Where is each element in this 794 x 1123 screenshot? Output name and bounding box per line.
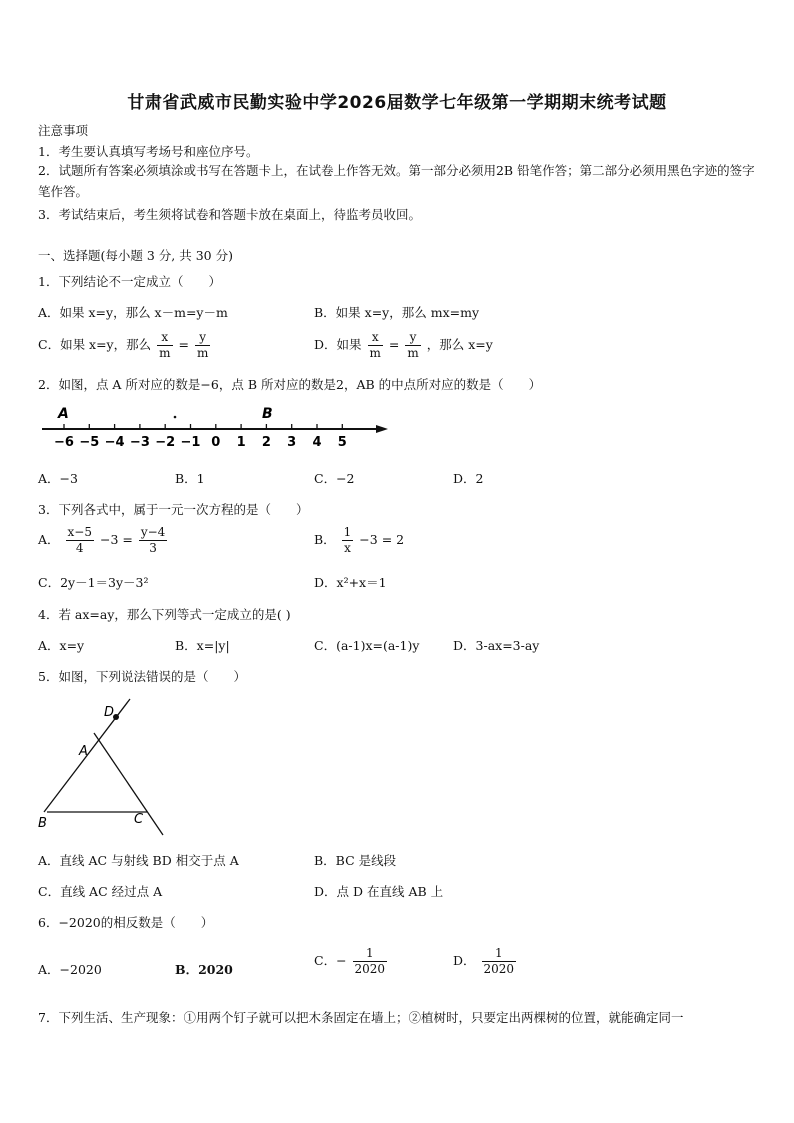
axis-tick-label: 0 (211, 435, 221, 450)
q2-option-b: B．1 (175, 471, 205, 486)
option-label: C．− (314, 953, 347, 968)
q4-stem: 4．若 ax=ay，那么下列等式一定成立的是( ) (38, 607, 291, 622)
equals: = (388, 337, 400, 352)
q4-option-d: D．3-ax=3-ay (453, 638, 540, 653)
page-title: 甘肃省武威市民勤实验中学2026届数学七年级第一学期期末统考试题 (127, 93, 667, 113)
q1-option-b: B．如果 x=y，那么 mx=my (314, 305, 480, 320)
notice-item-3: 3．考试结束后，考生须将试卷和答题卡放在桌面上，待监考员收回。 (38, 207, 421, 222)
numerator: x−5 (67, 525, 92, 539)
numerator: y (195, 330, 210, 346)
notice-item-2: 2．试题所有答案必须填涂或书写在答题卡上，在试卷上作答无效。第一部分必须用2B 铅笔作答；第二部分必须用黑色字迹的签字笔作答。 (38, 163, 755, 199)
q5-stem: 5．如图，下列说法错误的是（ ） (38, 669, 246, 684)
fraction (66, 525, 94, 556)
denominator: m (159, 346, 171, 360)
axis-tick-label: 5 (337, 435, 347, 450)
q2-option-c: C．−2 (314, 471, 355, 486)
fraction (353, 946, 388, 977)
notice-heading: 注意事项 (38, 123, 89, 138)
fraction (195, 330, 210, 361)
denominator: m (196, 346, 209, 360)
section-heading: 一、选择题(每小题 3 分, 共 30 分) (38, 248, 233, 263)
triangle-figure (30, 695, 180, 840)
fraction (405, 330, 420, 361)
notice-item-1: 1．考生要认真填写考场号和座位序号。 (38, 144, 259, 159)
numerator: x (368, 330, 383, 346)
q1-option-c-text: C．如果 x=y，那么 (38, 337, 152, 352)
fraction (139, 525, 167, 556)
q1-option-a: A．如果 x=y，那么 x－m=y－m (38, 305, 228, 320)
expression-mid: −3 = (99, 532, 133, 547)
q1-option-d-post: ，那么 x=y (426, 337, 493, 352)
q1-option-d (314, 330, 493, 361)
option-label: B． (314, 532, 336, 547)
axis-tick-label: 1 (236, 435, 246, 450)
point-b-label: B (262, 406, 273, 422)
arrow-head (376, 425, 388, 433)
q3-option-a (38, 525, 169, 556)
fraction (482, 946, 517, 977)
q5-option-c: C．直线 AC 经过点 A (38, 884, 163, 899)
q6-option-d (453, 946, 518, 977)
expression-post: −3 = 2 (359, 532, 405, 547)
axis-tick-label: −4 (104, 435, 125, 450)
axis-tick-label: −2 (155, 435, 176, 450)
point-a-label: A (58, 406, 69, 422)
fraction (342, 525, 354, 556)
q3-option-c: C．2y－1＝3y－3² (38, 575, 149, 590)
label-a: A (79, 744, 88, 759)
axis-tick-label: 3 (287, 435, 297, 450)
q2-option-d: D．2 (453, 471, 484, 486)
q3-option-d: D．x²+x＝1 (314, 575, 387, 590)
numerator: y−4 (140, 525, 166, 539)
label-b: B (38, 816, 47, 831)
label-c: C (134, 812, 144, 827)
midpoint-dot (174, 416, 177, 419)
denominator: 2020 (483, 962, 515, 976)
q6-option-c (314, 946, 389, 977)
numerator: x (157, 330, 172, 346)
q7-stem: 7．下列生活、生产现象：①用两个钉子就可以把木条固定在墙上；②植树时，只要定出两棵树的位置，就能确定同一 (38, 1010, 684, 1025)
label-d: D (104, 705, 115, 720)
q6-option-b: B．2020 (175, 962, 233, 977)
q5-option-d: D．点 D 在直线 AB 上 (314, 884, 444, 899)
fraction (157, 330, 172, 361)
q1-option-d-text: D．如果 (314, 337, 362, 352)
denominator: m (407, 346, 419, 360)
q4-option-b: B．x=|y| (175, 638, 230, 653)
q1-stem: 1．下列结论不一定成立（ ） (38, 274, 221, 289)
q6-stem: 6．−2020的相反数是（ ） (38, 915, 214, 930)
numerator: 1 (343, 525, 352, 539)
q5-option-a: A．直线 AC 与射线 BD 相交于点 A (38, 853, 239, 868)
q4-option-a: A．x=y (38, 638, 85, 653)
axis-tick-label: 2 (261, 435, 271, 450)
q6-option-a: A．−2020 (38, 962, 102, 977)
option-label: D． (453, 953, 476, 968)
q4-option-c: C．(a-1)x=(a-1)y (314, 638, 420, 653)
denominator: 2020 (354, 962, 386, 976)
axis-tick-label: −6 (54, 435, 74, 450)
axis-tick-label: −1 (180, 435, 201, 450)
denominator: x (344, 541, 351, 555)
numerator: y (405, 330, 420, 346)
q2-option-a: A．−3 (38, 471, 78, 486)
axis-tick-label: −5 (79, 435, 100, 450)
q2-stem: 2．如图，点 A 所对应的数是−6，点 B 所对应的数是2，AB 的中点所对应的数是（ ） (38, 377, 542, 392)
denominator: 4 (75, 541, 84, 555)
axis-tick-label: 4 (312, 435, 322, 450)
equals: = (178, 337, 189, 352)
denominator: m (369, 346, 381, 360)
axis-tick-label: −3 (129, 435, 150, 450)
denominator: 3 (149, 541, 157, 555)
numerator: 1 (353, 946, 388, 962)
line-ac (94, 733, 163, 835)
option-label: A． (38, 532, 60, 547)
q3-stem: 3．下列各式中，属于一元一次方程的是（ ） (38, 502, 309, 517)
q1-option-c (38, 330, 212, 361)
q3-option-b (314, 525, 404, 556)
q5-option-b: B．BC 是线段 (314, 853, 397, 868)
fraction (368, 330, 383, 361)
numerator: 1 (482, 946, 517, 962)
number-line-figure (38, 400, 398, 452)
